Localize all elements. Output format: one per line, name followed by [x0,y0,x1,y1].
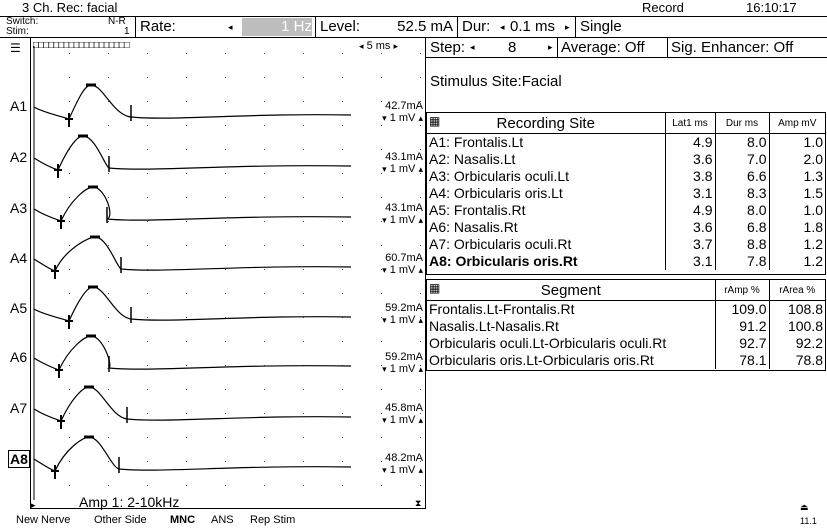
duration-control[interactable]: Dur: ◂ 0.1 ms ▸ [458,17,576,37]
latency-marker[interactable] [51,465,59,479]
channel-label-a5[interactable]: A5 [10,300,28,316]
col-recording-site: Recording Site [496,114,595,132]
table-row[interactable]: Orbicularis oris.Lt-Orbicularis oris.Rt 78.1 78.8 [429,352,823,368]
level-value: 52.5 mA [397,18,453,35]
col-lat1[interactable]: Lat1 ms [665,113,715,134]
dur-decrease-icon[interactable]: ◂ [500,22,505,32]
window-title: 3 Ch. Rec: facial [22,0,118,15]
menu-mnc[interactable]: MNC [170,514,196,526]
channel-label-a6[interactable]: A6 [10,349,28,365]
channel-gain[interactable]: ▾ 1 mV ▴ [382,363,423,375]
channel-label-a3[interactable]: A3 [10,200,28,216]
waveform-trace [34,237,351,271]
page-selector-icons[interactable]: □□□□□□□□□□□□□□□□□□□ [33,40,129,51]
waveform-trace [34,136,351,170]
channel-amplitude: 48.2mA [385,452,423,464]
channel-gain[interactable]: ▾ 1 mV ▴ [382,163,423,175]
waveform-trace [34,387,351,421]
table-row[interactable]: Nasalis.Lt-Nasalis.Rt 91.2 100.8 [429,318,823,334]
step-value: 8 [508,39,517,56]
scroll-right-icon[interactable]: ⧗ [415,498,422,508]
channel-label-a1[interactable]: A1 [10,98,28,114]
table-row[interactable]: A6: Nasalis.Rt 3.6 6.8 1.8 [429,219,823,235]
average-toggle[interactable]: Average: Off [558,38,668,57]
table-row[interactable]: Frontalis.Lt-Frontalis.Rt 109.0 108.8 [429,301,823,317]
eject-icon[interactable]: ⏏ [800,502,809,512]
latency-marker[interactable] [51,265,59,279]
col-ramp[interactable]: rAmp % [715,280,769,301]
rate-decrease-icon[interactable]: ◂ [228,22,233,32]
recording-site-table [426,112,826,275]
waveform-trace [34,187,351,221]
level-control[interactable]: Level: 52.5 mA [316,17,458,37]
table-row[interactable]: Orbicularis oculi.Lt-Orbicularis oculi.Rt 92.7 92.2 [429,335,823,351]
channel-gain[interactable]: ▾ 1 mV ▴ [382,264,423,276]
channel-amplitude: 59.2mA [385,351,423,363]
time-scale[interactable]: ◂ 5 ms ▸ [359,40,399,52]
latency-marker[interactable] [54,164,62,178]
latency-marker[interactable] [65,315,73,329]
channel-gain[interactable]: ▾ 1 mV ▴ [382,464,423,476]
channel-gain[interactable]: ▾ 1 mV ▴ [382,112,423,124]
bottom-menu [0,514,827,529]
menu-rep-stim[interactable]: Rep Stim [250,514,296,526]
channel-amplitude: 45.8mA [385,402,423,414]
dur-value: 0.1 ms [510,18,556,35]
rate-value[interactable]: 1 Hz [242,18,312,36]
waveform-panel [30,37,426,509]
channel-label-a8[interactable]: A8 [10,451,28,467]
latency-marker[interactable] [65,113,73,127]
channel-amplitude: 60.7mA [385,252,423,264]
table-row[interactable]: A3: Orbicularis oculi.Lt 3.8 6.6 1.3 [429,168,823,184]
rate-control[interactable]: Rate: ◂ 1 Hz [136,17,316,37]
col-dur[interactable]: Dur ms [715,113,769,134]
stim-value: 1 [124,26,130,37]
single-mode[interactable]: Single [580,18,622,35]
menu-other-side[interactable]: Other Side [94,514,147,526]
channel-amplitude: 42.7mA [385,100,423,112]
channel-gain[interactable]: ▾ 1 mV ▴ [382,214,423,226]
scroll-left-icon[interactable]: ▸ [31,500,36,510]
acquisition-bar [426,38,827,58]
table-row[interactable]: A4: Orbicularis oris.Lt 3.1 8.3 1.5 [429,185,823,201]
table-row[interactable]: A2: Nasalis.Lt 3.6 7.0 2.0 [429,151,823,167]
col-segment: Segment [540,281,601,299]
mode-indicator: Record [642,0,684,15]
table-row[interactable]: A5: Frontalis.Rt 4.9 8.0 1.0 [429,202,823,218]
table-grid-icon[interactable]: ▦ [429,114,441,128]
waveform-trace [34,287,351,321]
control-bar [0,16,827,38]
latency-marker[interactable] [57,415,65,429]
table-row[interactable]: A1: Frontalis.Lt 4.9 8.0 1.0 [429,134,823,150]
channel-gain[interactable]: ▾ 1 mV ▴ [382,314,423,326]
col-rarea[interactable]: rArea % [769,280,825,301]
channel-label-a2[interactable]: A2 [10,149,28,165]
channel-label-a4[interactable]: A4 [10,250,28,266]
menu-ans[interactable]: ANS [211,514,234,526]
latency-marker[interactable] [55,364,63,378]
switch-value: N-R [108,16,126,27]
channel-label-a7[interactable]: A7 [10,400,28,416]
waveform-trace [34,437,351,471]
dur-increase-icon[interactable]: ▸ [565,22,570,32]
version-label: 11.1 [800,516,817,526]
table-row[interactable]: A8: Orbicularis oris.Rt 3.1 7.8 1.2 [429,253,823,269]
col-amp[interactable]: Amp mV [769,113,825,134]
signal-enhancer-toggle[interactable]: Sig. Enhancer: Off [671,39,794,56]
switch-stim-panel[interactable]: Switch: N-R Stim: 1 [0,17,136,37]
stimulus-site: Stimulus Site:Facial [430,73,562,90]
segment-grid-icon[interactable]: ▦ [429,281,441,295]
menu-icon[interactable]: ☰ [10,41,21,55]
table-row[interactable]: A7: Orbicularis oculi.Rt 3.7 8.8 1.2 [429,236,823,252]
amp-filter-label: Amp 1: 2-10kHz [79,494,180,510]
clock: 16:10:17 [746,0,797,15]
channel-gain[interactable]: ▾ 1 mV ▴ [382,414,423,426]
channel-amplitude: 59.2mA [385,302,423,314]
segment-table [426,279,826,371]
latency-marker[interactable] [57,215,65,229]
step-control[interactable]: Step: ◂ 8 ▸ [426,38,558,57]
channel-amplitude: 43.1mA [385,151,423,163]
channel-amplitude: 43.1mA [385,202,423,214]
menu-new-nerve[interactable]: New Nerve [16,514,71,526]
title-bar [0,0,827,16]
